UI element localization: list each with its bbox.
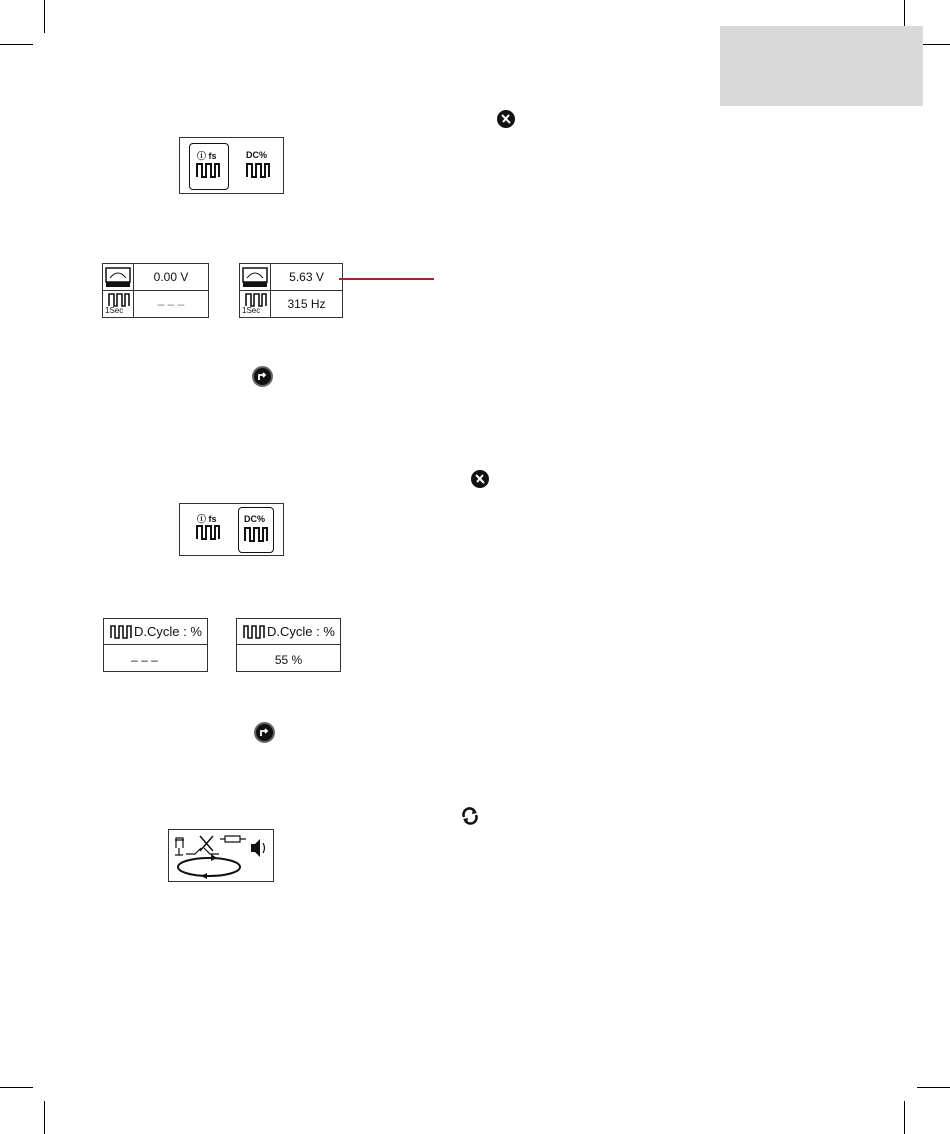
chapter-tab [720,26,923,106]
pulse-wave-icon [243,624,265,639]
probe-button-icon [471,470,489,488]
crop-mark [0,44,33,45]
duty-cycle-readout: 55 % [274,653,303,667]
meter-display-active [239,263,343,318]
menu-item-dc-label: DC% [244,514,266,524]
pulse-wave-icon [244,526,268,542]
duty-cycle-display-active [236,618,341,672]
pulse-wave-icon [246,162,270,178]
probe-button-icon [497,110,515,128]
gate-time-label: 1Sec [242,306,261,315]
pulse-wave-icon [240,291,270,307]
duty-cycle-display-idle [103,618,208,672]
duty-cycle-title: D.Cycle : % [134,624,202,639]
mode-menu-dc-selected [179,503,284,556]
pulse-wave-icon [196,162,220,178]
pulse-wave-icon [196,524,220,540]
enter-button-icon [254,722,275,743]
menu-item-frequency-label: ⓘ fs [197,514,217,524]
pulse-wave-icon [110,624,132,639]
cycle-icon [459,805,481,827]
pulse-wave-icon [103,291,133,307]
gate-time-label: 1Sec [105,306,124,315]
menu-item-frequency-label: ⓘ fs [197,151,217,161]
crop-mark [917,1087,950,1088]
voltmeter-icon [103,264,133,290]
test-mode-cycle-diagram [169,830,273,881]
crop-mark [44,0,45,33]
crop-mark [44,1101,45,1134]
frequency-readout: 315 Hz [287,297,326,311]
frequency-readout: – – – [157,297,185,311]
voltage-readout: 5.63 V [289,270,324,284]
duty-cycle-title: D.Cycle : % [267,624,335,639]
enter-button-icon [252,366,273,387]
meter-display-idle [102,263,209,318]
callout-line [339,278,434,280]
voltmeter-icon [240,264,270,290]
duty-cycle-readout: – – – [131,653,158,667]
mode-menu-frequency-selected [179,137,284,194]
voltage-readout: 0.00 V [153,270,189,284]
crop-mark [904,1101,905,1134]
crop-mark [0,1087,33,1088]
menu-item-dc-label: DC% [246,150,268,160]
test-mode-cycle-display [168,829,274,882]
